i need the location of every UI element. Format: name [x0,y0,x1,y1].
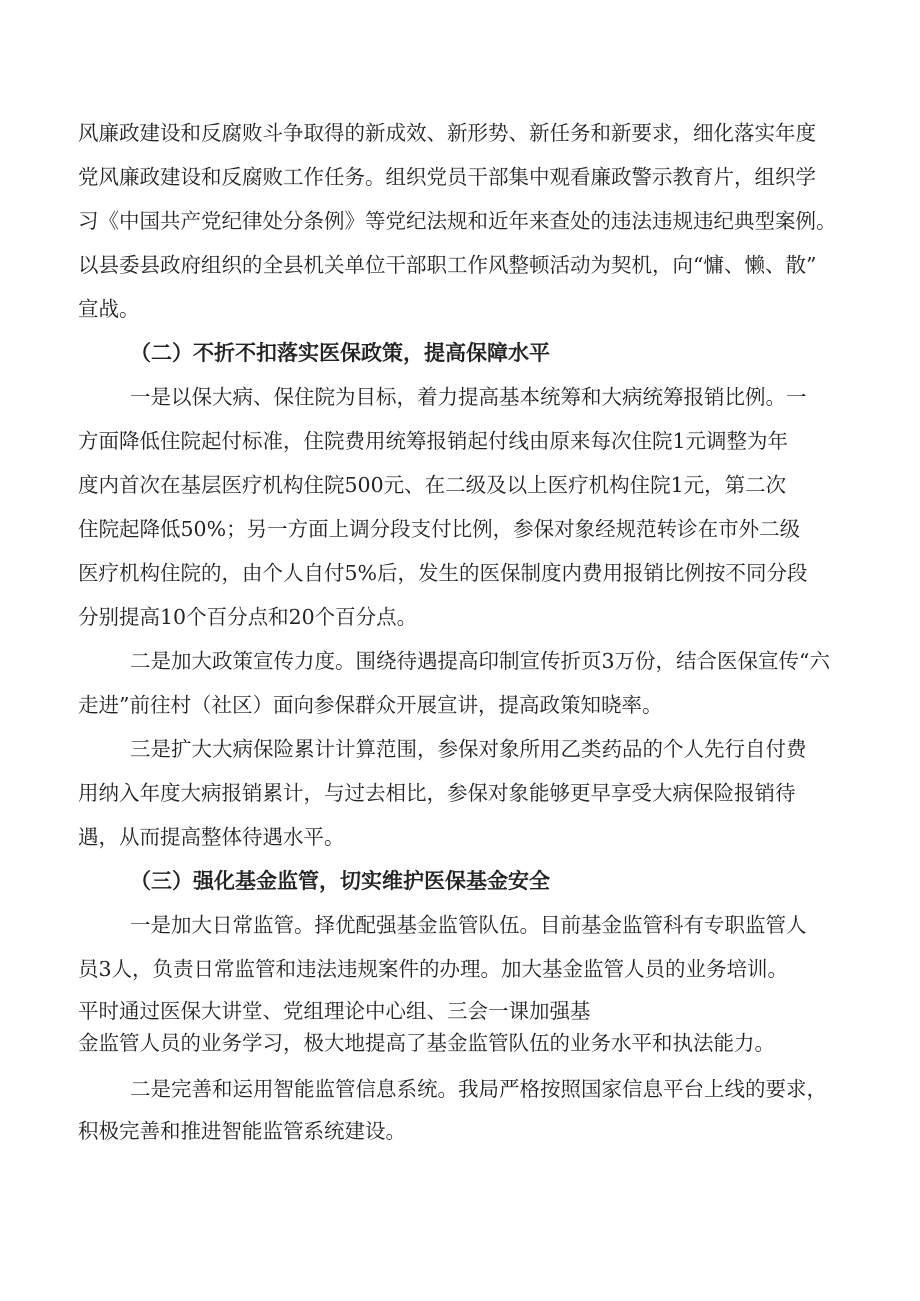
section-heading-3: （三）强化基金监管，切实维护医保基金安全 [130,869,550,893]
text-line: 积极完善和推进智能监管系统建设。 [78,1119,406,1143]
text-line: 宣战。 [78,297,140,321]
text-line: 一是加大日常监管。择优配强基金监管队伍。目前基金监管科有专职监管人 [130,913,807,937]
text-line: 平时通过医保大讲堂、党组理论中心组、三会一课加强基 [78,999,591,1023]
text-line: 度内首次在基层医疗机构住院500元、在二级及以上医疗机构住院1元，第二次 [78,473,787,497]
text-line: 分别提高10个百分点和20个百分点。 [78,605,418,629]
text-line: 医疗机构住院的，由个人自付5%后，发生的医保制度内费用报销比例按不同分段 [78,561,808,585]
text-line: 住院起降低50%；另一方面上调分段支付比例，参保对象经规范转诊在市外二级 [78,517,801,541]
text-line: 遇，从而提高整体待遇水平。 [78,825,345,849]
text-line: 一是以保大病、保住院为目标，着力提高基本统筹和大病统筹报销比例。一 [130,385,807,409]
text-line: 走进”前往村（社区）面向参保群众开展宣讲，提高政策知晓率。 [78,693,663,717]
text-line: 风廉政建设和反腐败斗争取得的新成效、新形势、新任务和新要求，细化落实年度 [78,121,816,145]
text-line: 习《中国共产党纪律处分条例》等党纪法规和近年来查处的违法违规违纪典型案例。 [78,209,837,233]
section-heading-2: （二）不折不扣落实医保政策，提高保障水平 [130,341,550,365]
text-line: 方面降低住院起付标准，住院费用统筹报销起付线由原来每次住院1元调整为年 [78,429,789,453]
text-line: 金监管人员的业务学习，极大地提高了基金监管队伍的业务水平和执法能力。 [78,1031,775,1055]
text-line: 用纳入年度大病报销累计，与过去相比，参保对象能够更早享受大病保险报销待 [78,781,796,805]
text-line: 员3人，负责日常监管和违法违规案件的办理。加大基金监管人员的业务培训。 [78,957,789,981]
text-line: 以县委县政府组织的全县机关单位干部职工作风整顿活动为契机，向“慵、懒、散” [78,253,817,277]
text-line: 党风廉政建设和反腐败工作任务。组织党员干部集中观看廉政警示教育片，组织学 [78,165,816,189]
text-line: 三是扩大大病保险累计计算范围，参保对象所用乙类药品的个人先行自付费 [130,737,807,761]
text-line: 二是加大政策宣传力度。围绕待遇提高印制宣传折页3万份，结合医保宣传“六 [130,649,831,673]
text-line: 二是完善和运用智能监管信息系统。我局严格按照国家信息平台上线的要求， [130,1077,827,1101]
